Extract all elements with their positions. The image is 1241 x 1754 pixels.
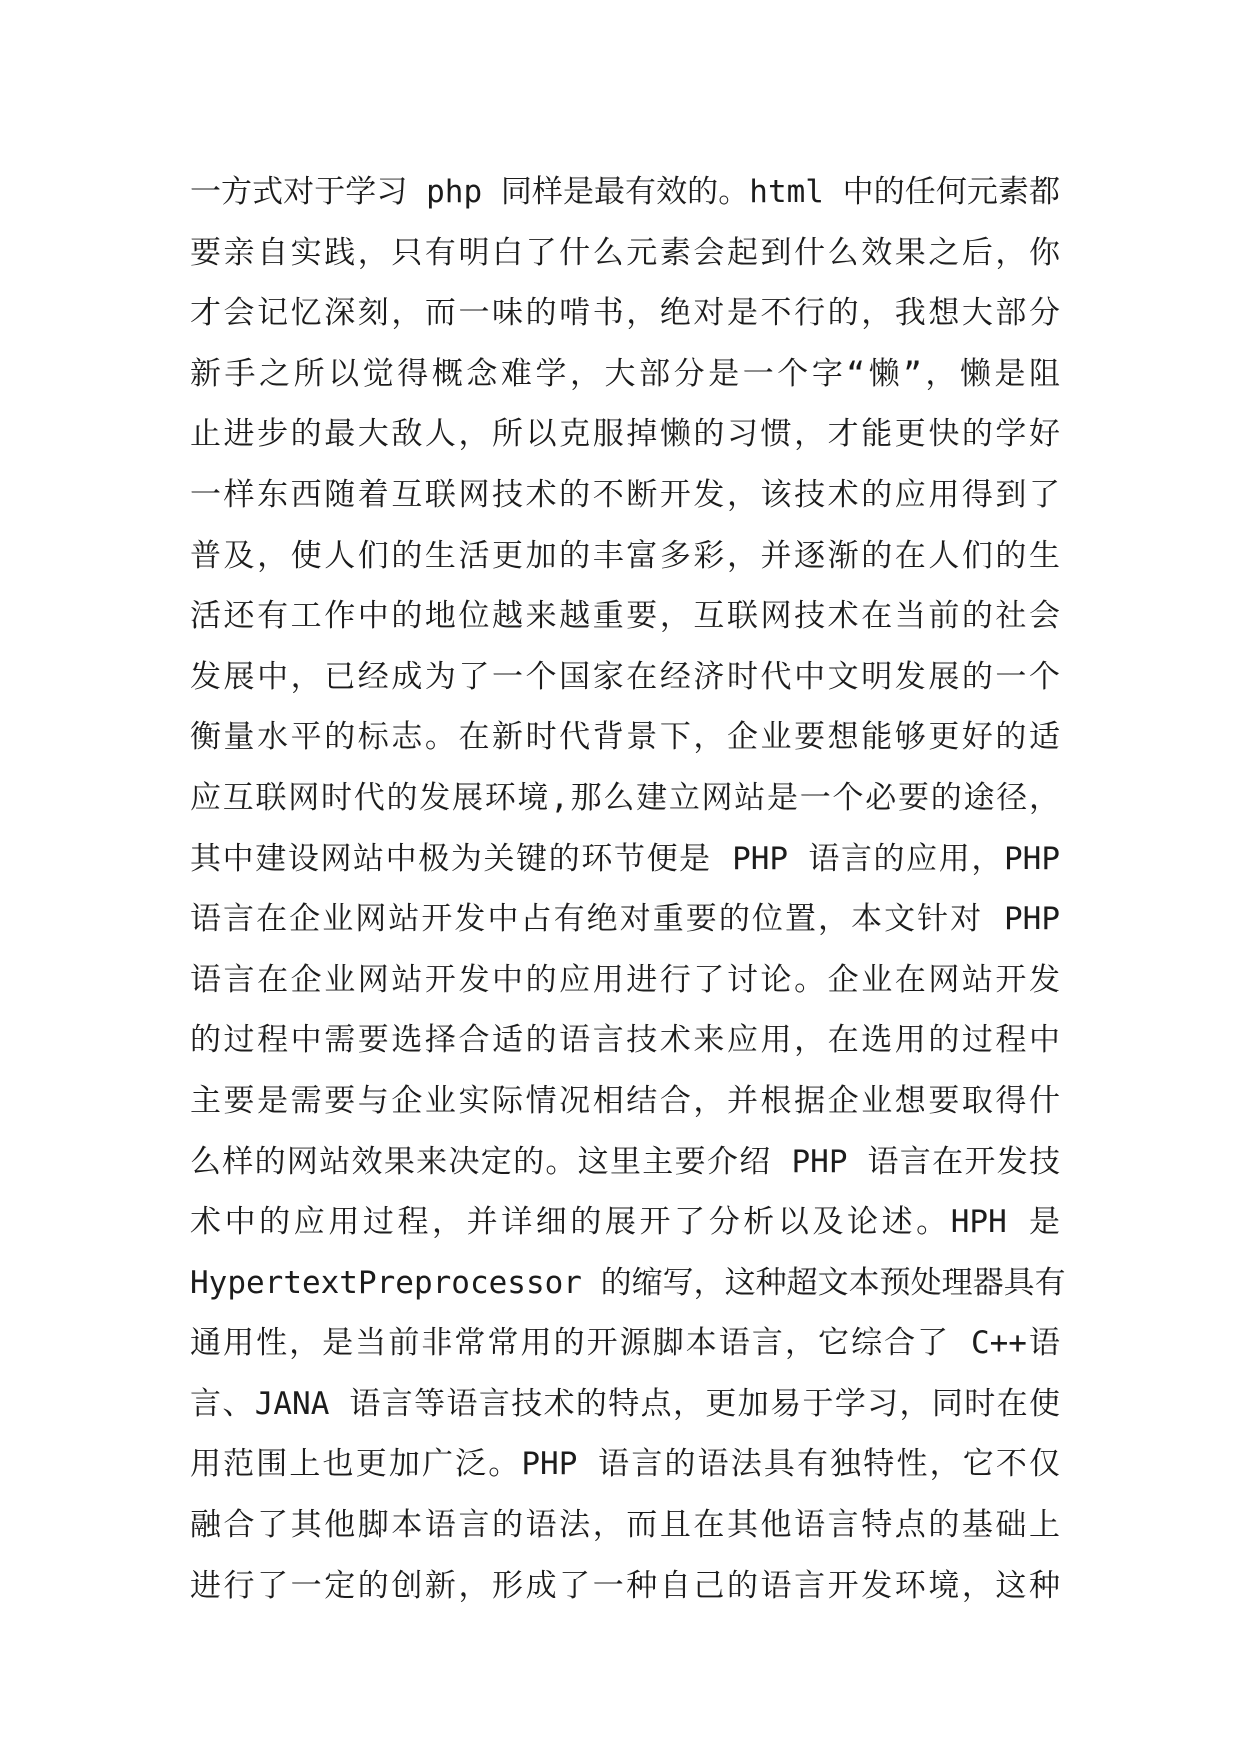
text-line: 么样的网站效果来决定的。这里主要介绍 PHP 语言在开发技: [190, 1143, 1060, 1180]
text-line: 术中的应用过程，并详细的展开了分析以及论述。HPH 是: [190, 1204, 1060, 1241]
text-line: 要亲自实践，只有明白了什么元素会起到什么效果之后，你: [190, 234, 1060, 271]
text-line: 语言在企业网站开发中占有绝对重要的位置，本文针对 PHP: [190, 901, 1060, 938]
text-line: 衡量水平的标志。在新时代背景下，企业要想能够更好的适: [190, 719, 1060, 756]
text-line: 新手之所以觉得概念难学，大部分是一个字“懒”，懒是阻: [190, 355, 1060, 392]
text-line: 才会记忆深刻，而一味的啃书，绝对是不行的，我想大部分: [190, 295, 1060, 332]
text-line: 活还有工作中的地位越来越重要，互联网技术在当前的社会: [190, 598, 1060, 635]
text-line: 进行了一定的创新，形成了一种自己的语言开发环境，这种: [190, 1567, 1060, 1604]
text-line: 通用性，是当前非常常用的开源脚本语言，它综合了 C++语: [190, 1325, 1060, 1362]
text-line: 普及，使人们的生活更加的丰富多彩，并逐渐的在人们的生: [190, 537, 1060, 574]
text-line: 言、JANA 语言等语言技术的特点，更加易于学习，同时在使: [190, 1385, 1060, 1422]
text-line: 应互联网时代的发展环境,那么建立网站是一个必要的途径，: [190, 779, 1060, 816]
text-line: 其中建设网站中极为关键的环节便是 PHP 语言的应用，PHP: [190, 840, 1060, 877]
text-line: 语言在企业网站开发中的应用进行了讨论。企业在网站开发: [190, 961, 1060, 998]
text-line: 发展中，已经成为了一个国家在经济时代中文明发展的一个: [190, 658, 1060, 695]
text-line: 用范围上也更加广泛。PHP 语言的语法具有独特性，它不仅: [190, 1446, 1060, 1483]
text-line: 一方式对于学习 php 同样是最有效的。html 中的任何元素都: [190, 174, 1060, 210]
text-line: 一样东西随着互联网技术的不断开发，该技术的应用得到了: [190, 476, 1060, 513]
text-line: 主要是需要与企业实际情况相结合，并根据企业想要取得什: [190, 1082, 1060, 1119]
text-line: 止进步的最大敌人，所以克服掉懒的习惯，才能更快的学好: [190, 416, 1060, 453]
text-line: 的过程中需要选择合适的语言技术来应用，在选用的过程中: [190, 1022, 1060, 1059]
text-line: HypertextPreprocessor 的缩写，这种超文本预处理器具有: [190, 1264, 1066, 1301]
text-line: 融合了其他脚本语言的语法，而且在其他语言特点的基础上: [190, 1507, 1060, 1544]
body-text: [190, 162, 1066, 1616]
